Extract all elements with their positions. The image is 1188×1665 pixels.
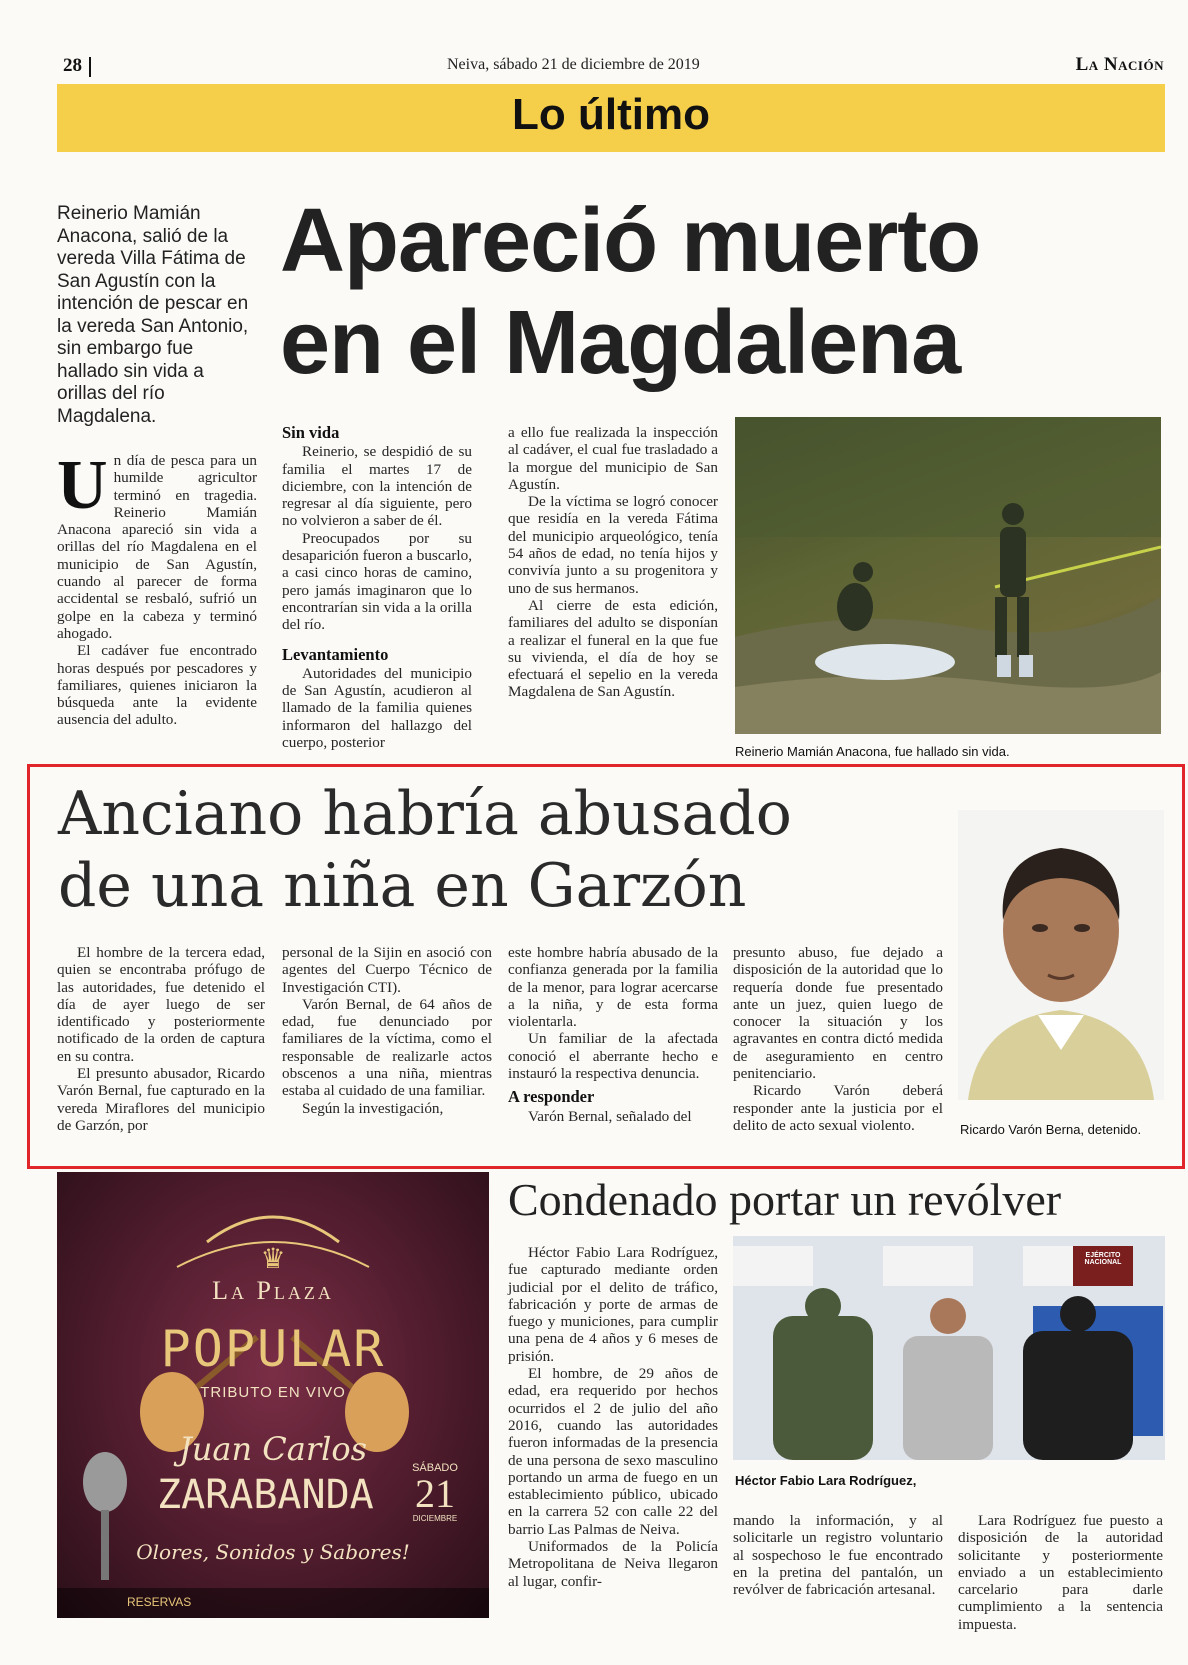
- ad-artist-line2: ZARABANDA: [157, 1472, 374, 1518]
- article2-col1-p1: El hombre de la tercera edad, quien se encontraba prófugo de las autoridades, fue detenido el día de ayer luego de ser identificado y posteriormente notificado de la orden de captura en su contra.: [57, 944, 265, 1065]
- article2-photo: [958, 810, 1164, 1100]
- article1-lead: Reinerio Mamián Anacona, salió de la vereda Villa Fátima de San Agustín con la intención de pescar en la vereda San Antonio, sin embargo fue hallado sin vida a orillas del río Magdalena.: [57, 203, 249, 427]
- article2-col4-p2: Ricardo Varón deberá responder ante la justicia por el delito de acto sexual violento.: [733, 1082, 943, 1134]
- riverbank-scene: [735, 417, 1161, 734]
- article3-col2: [733, 1512, 943, 1598]
- article3-headline: Condenado portar un revólver: [508, 1174, 1062, 1225]
- section-banner: [57, 84, 1165, 152]
- article1-col3-p2: De la víctima se logró conocer que residía en la vereda Fátima del municipio arqueológico, tenía 54 años de edad, no tenía hijos y convivía junto a su progenitora y uno de sus hermanos.: [508, 493, 718, 597]
- article1-col1-p1: n día de pesca para un humilde agricultor terminó en tragedia. Reinerio Mamián Anacona apareció sin vida a orillas del río Magdalena en el municipio de San Agustín, cuando al parecer de forma accidental se resbaló, sufrió un golpe en la cabeza y terminó ahogado.: [57, 452, 257, 642]
- portrait-man: [958, 810, 1164, 1100]
- article2-headline: [58, 778, 918, 922]
- page-number-rule: [89, 57, 91, 77]
- ad-footer-bar: [57, 1588, 489, 1618]
- article2-headline-line1: Anciano habría abusado: [58, 779, 792, 849]
- article2-col2: [282, 944, 492, 1117]
- masthead-logo: La Nación: [1075, 54, 1164, 75]
- article1-headline-line1: Apareció muerto: [280, 191, 981, 291]
- article1-col1-p2: El cadáver fue encontrado horas después por pescadores y familiares, quienes iniciaron la búsqueda ante la evidente ausencia del adulto.: [57, 642, 257, 729]
- press-photo-scene: [733, 1236, 1165, 1460]
- dateline: Neiva, sábado 21 de diciembre de 2019: [447, 56, 700, 73]
- dropcap: U: [57, 447, 108, 524]
- section-banner-title: Lo último: [512, 90, 710, 139]
- article3-col3: [958, 1512, 1163, 1633]
- article3-photo-caption: Héctor Fabio Lara Rodríguez,: [735, 1473, 917, 1488]
- article1-headline: [280, 190, 1160, 394]
- article1-col2-p3: Autoridades del municipio de San Agustín, acudieron al llamado de la familia quienes informaron del hallazgo del cuerpo, posterior: [282, 664, 472, 752]
- page-number: 28: [63, 55, 82, 76]
- article1-col2: [282, 420, 472, 751]
- article3-col1-p1: Héctor Fabio Lara Rodríguez, fue capturado mediante orden judicial por el delito de tráfico, fabricación y porte de armas de fuego y municiones, para cumplir una pena de 4 años y 6 meses de prisión.: [508, 1244, 718, 1365]
- article3-col1-p3: Uniformados de la Policía Metropolitana de Neiva llegaron al lugar, confir-: [508, 1538, 718, 1590]
- article2-col4: [733, 944, 943, 1134]
- page-header: [57, 55, 1172, 79]
- press-banner-text: EJÉRCITO NACIONAL: [1084, 1252, 1122, 1266]
- article1-headline-line2: en el Magdalena: [280, 293, 961, 393]
- article2-col3-p3: Varón Bernal, señalado del: [528, 1107, 692, 1125]
- ad-brand: La Plaza: [212, 1276, 334, 1305]
- article1-photo: [735, 417, 1161, 734]
- article2-col4-p1: presunto abuso, fue dejado a disposición de la autoridad que lo requería donde fue presentado ante un juez, quien luego de conocer la situación y los agravantes en contra dictó medida de aseguramiento en centro penitenciario.: [733, 944, 943, 1083]
- article1-col1: [57, 447, 257, 729]
- article2-col1: [57, 944, 265, 1134]
- article1-col2-p2: Preocupados por su desaparición fueron a buscarlo, a casi cinco horas de camino, pero jamás imaginaron que lo encontrarían sin vida a la orilla del río.: [282, 529, 472, 634]
- ad-day-label: SÁBADO: [412, 1462, 458, 1474]
- article2-subhead-a-responder: A responder: [508, 1087, 595, 1107]
- article1-photo-caption: Reinerio Mamián Anacona, fue hallado sin vida.: [735, 744, 1010, 759]
- article3-photo: [733, 1236, 1165, 1460]
- article2-col2-p1: personal de la Sijin en asoció con agentes del Cuerpo Técnico de Investigación CTI).: [282, 944, 492, 996]
- ad-day: 21: [415, 1471, 455, 1516]
- article2-col3-p2: Un familiar de la afectada conoció el aberrante hecho e instauró la respectiva denuncia.: [508, 1030, 718, 1083]
- ad-month: DICIEMBRE: [412, 1514, 458, 1523]
- article3-col1: [508, 1244, 718, 1590]
- article2-col3: [508, 944, 718, 1125]
- article1-subhead-sin-vida: Sin vida: [282, 423, 340, 442]
- article3-col1-p2: El hombre, de 29 años de edad, era requerido por hechos ocurridos el 2 de julio del año 2016, cuando las autoridades fueron informadas de la presencia de una persona de sexo masculino portando un arma de fuego en un establecimiento público, ubicado en la carrera 52 con calle 22 del barrio Las Palmas de Neiva.: [508, 1365, 718, 1538]
- ad-reservations: RESERVAS: [127, 1595, 192, 1609]
- article3-col2-p1: mando la información, y al solicitarle un registro voluntario al sospechoso le fue encontrado en la pretina del pantalón, un revólver de fabricación artesanal.: [733, 1512, 943, 1599]
- article2-col2-p3: Según la investigación,: [302, 1099, 444, 1117]
- article2-col2-p2: Varón Bernal, de 64 años de edad, fue denunciado por familiares de la víctima, como el responsable de realizarle actos obscenos a una niña, mientras estaba al cuidado de una familiar.: [282, 995, 492, 1100]
- article2-headline-line2: de una niña en Garzón: [58, 851, 747, 921]
- ad-title: POPULAR: [160, 1320, 386, 1378]
- article1-col2-p1: Reinerio, se despidió de su familia el martes 17 de diciembre, con la intención de regresar al día siguiente, pero no volvieron a saber de él.: [282, 443, 472, 530]
- article3-col3-p1: Lara Rodríguez fue puesto a disposición de la autoridad solicitante y posteriormente enviado a un establecimiento carcelario para darle cumplimiento a la sentencia impuesta.: [958, 1512, 1163, 1633]
- ad-tribute: TRIBUTO EN VIVO: [200, 1384, 346, 1401]
- ad-date-block: [405, 1462, 465, 1523]
- article1-subhead-levantamiento: Levantamiento: [282, 644, 389, 664]
- article1-col3: [508, 424, 718, 701]
- article2-col3-p1: este hombre habría abusado de la confianza generada por la familia de la menor, para lograr acercarse a la niña, y de esta forma violentarla.: [508, 944, 718, 1031]
- article2-col1-p2: El presunto abusador, Ricardo Varón Bernal, fue capturado en la vereda Miraflores del municipio de Garzón, por: [57, 1065, 265, 1134]
- ad-slogan: Olores, Sonidos y Sabores!: [136, 1540, 410, 1564]
- crown-icon: ♛: [260, 1244, 286, 1275]
- ad-popular: [57, 1172, 489, 1618]
- article2-photo-caption: Ricardo Varón Berna, detenido.: [960, 1122, 1142, 1137]
- ad-artist-line1: Juan Carlos: [178, 1430, 368, 1468]
- article1-col3-p3: Al cierre de esta edición, familiares del adulto se disponían a realizar el funeral en la que fue su vivienda, el día de hoy se efectuará el sepelio en la vereda Magdalena de San Agustín.: [508, 596, 718, 701]
- article1-col3-p1: a ello fue realizada la inspección al cadáver, el cual fue trasladado a la morgue del municipio de San Agustín.: [508, 424, 718, 493]
